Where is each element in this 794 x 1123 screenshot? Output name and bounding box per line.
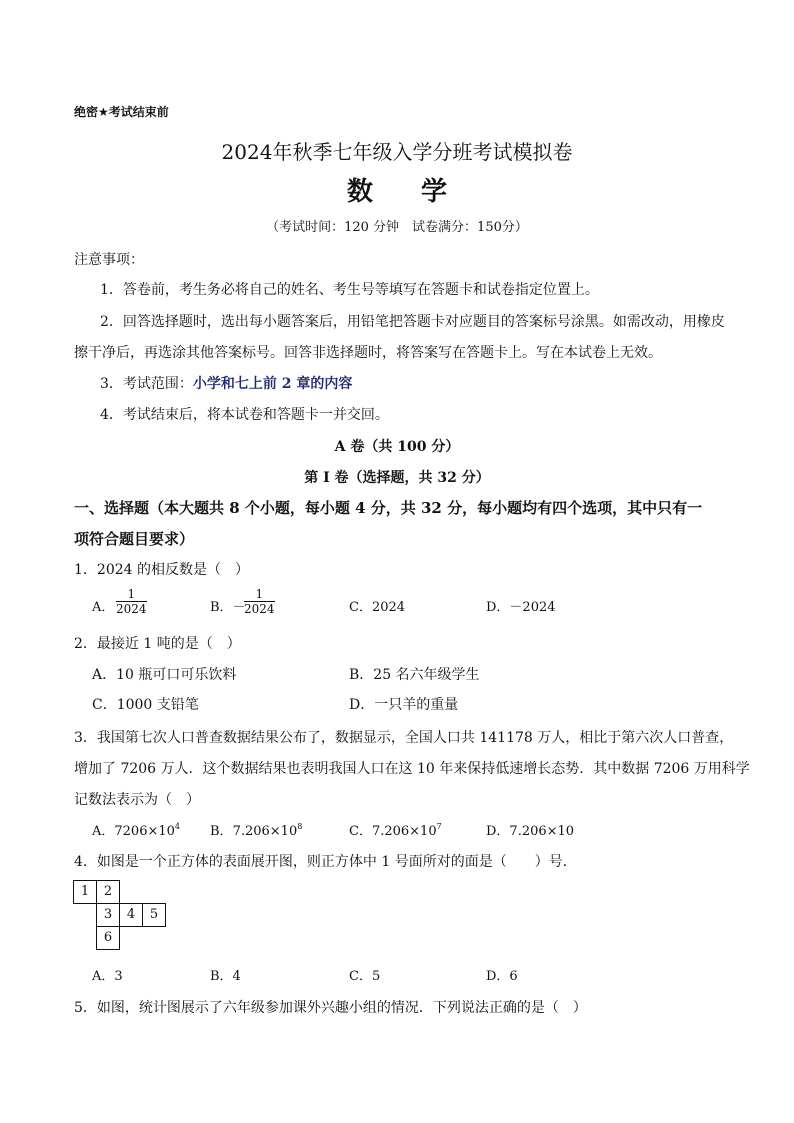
question-4-stem: 4．如图是一个正方体的表面展开图，则正方体中 1 号面所对的面是（ ）号． [74,854,577,870]
net-face-6: 6 [96,926,120,950]
q2-option-c: C．1000 支铅笔 [92,697,199,713]
question-3-line-3: 记数法表示为（ ） [74,792,200,808]
net-face-1: 1 [73,880,97,904]
confidential-label: 绝密★考试结束前 [74,105,169,119]
net-face-4: 4 [119,903,143,927]
net-face-5: 5 [142,903,166,927]
exam-scope: 小学和七上前 2 章的内容 [192,376,353,392]
note-item-4: 4．考试结束后，将本试卷和答题卡一并交回。 [100,407,389,423]
cube-net-figure [73,880,173,952]
subject-title: 数学 [346,177,495,207]
q4-option-c: C．5 [349,969,381,984]
q1-b-denominator: 2024 [244,602,275,616]
mc-instructions: 一、选择题（本大题共 8 个小题，每小题 4 分，共 32 分，每小题均有四个选项，其中只有一 [74,499,703,517]
question-3-line-1: 3．我国第七次人口普查数据结果公布了，数据显示，全国人口共 141178 万人，相比于第六次人口普查， [74,730,734,746]
q2-option-a: A．10 瓶可口可乐饮料 [92,667,237,683]
q4-option-a: A．3 [92,969,123,984]
q3-c-base: 7.206×10 [371,824,437,839]
q3-a-exponent: 4 [174,822,181,831]
note-item-2: 2．回答选择题时，选出每小题答案后，用铅笔把答题卡对应题目的答案标号涂黑。如需改动，用橡皮 [100,314,725,330]
q1-option-d: D．－2024 [486,600,556,615]
q2-option-d: D．一只羊的重量 [349,697,459,713]
q3-option-a [92,820,180,839]
q3-c-exponent: 7 [436,822,442,831]
question-2-stem: 2．最接近 1 吨的是（ ） [74,636,241,652]
exam-title: 2024年秋季七年级入学分班考试模拟卷 [221,140,573,164]
q1-a-denominator: 2024 [116,602,147,616]
q3-c-label: C． [349,824,372,839]
q3-b-base: 7.206×10 [232,824,298,839]
note-item-3 [100,373,352,393]
q1-option-b-fraction [244,587,275,616]
q1-b-numerator: 1 [244,587,275,602]
q1-a-numerator: 1 [116,587,147,602]
q3-option-c [349,820,442,839]
q3-a-label: A． [92,824,115,839]
q3-option-d: D．7.206×10 [486,824,575,839]
question-3-line-2: 增加了 7206 万人．这个数据结果也表明我国人口在这 10 年来保持低速增长态势．其中数据 7206 万用科学 [74,761,750,777]
note-item-2-cont: 擦干净后，再选涂其他答案标号。回答非选择题时，将答案写在答题卡上。写在本试卷上无效。 [74,345,662,361]
note-item-3-label: 3．考试范围： [100,376,193,392]
q4-option-d: D．6 [486,969,518,984]
exam-info: （考试时间：120 分钟 试卷满分：150分） [266,220,528,235]
net-face-3: 3 [96,903,120,927]
part-1-title: 第 I 卷（选择题，共 32 分） [304,470,490,486]
q2-option-b: B．25 名六年级学生 [349,667,480,683]
q1-option-a-label: A． [92,600,115,615]
net-face-2: 2 [96,880,120,904]
section-a-title: A 卷（共 100 分） [334,439,460,455]
notes-heading: 注意事项： [74,252,144,268]
q1-option-a-fraction [116,587,147,616]
q4-option-b: B．4 [210,969,241,984]
q3-a-base: 7206×10 [114,824,175,839]
q3-option-b [210,820,302,839]
q1-option-c: C．2024 [349,600,406,615]
question-5-stem: 5．如图，统计图展示了六年级参加课外兴趣小组的情况．下列说法正确的是（ ） [74,1000,587,1016]
q3-b-exponent: 8 [297,822,303,831]
mc-instructions-cont: 项符合题目要求） [74,530,195,548]
note-item-1: 1．答卷前，考生务必将自己的姓名、考生号等填写在答题卡和试卷指定位置上。 [100,282,599,298]
q1-option-b-label: B．－ [210,600,246,615]
question-1-stem: 1．2024 的相反数是（ ） [74,562,249,578]
q3-b-label: B． [210,824,233,839]
